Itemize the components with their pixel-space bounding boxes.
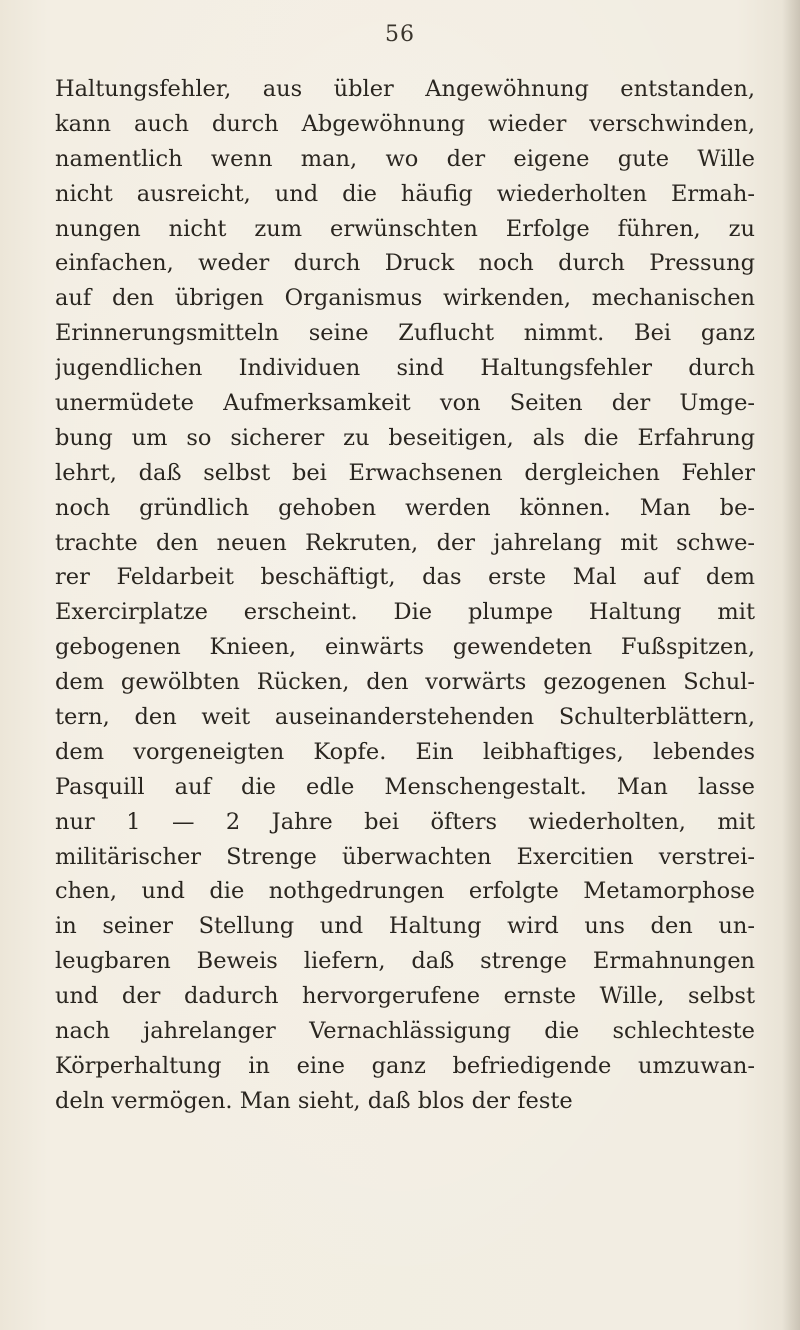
text-line: lehrt, daß selbst bei Erwachsenen dergleichen Fehler	[55, 459, 755, 486]
text-line: unermüdete Aufmerksamkeit von Seiten der Umge-	[55, 390, 755, 417]
text-line: und der dadurch hervorgerufene ernste Wille, selbst	[55, 983, 755, 1010]
page-number: 56	[385, 22, 415, 47]
text-line: namentlich wenn man, wo der eigene gute Wille	[55, 145, 755, 172]
text-line: nungen nicht zum erwünschten Erfolge führen, zu	[55, 215, 755, 242]
text-line: chen, und die nothgedrungen erfolgte Metamorphose	[55, 878, 755, 905]
text-line: einfachen, weder durch Druck noch durch Pressung	[55, 250, 755, 277]
text-line: leugbaren Beweis liefern, daß strenge Ermahnungen	[55, 948, 755, 975]
text-line: auf den übrigen Organismus wirkenden, mechanischen	[55, 285, 755, 312]
text-line: militärischer Strenge überwachten Exercitien verstrei-	[55, 843, 755, 870]
text-line: Körperhaltung in eine ganz befriedigende umzuwan-	[55, 1052, 755, 1079]
text-line: dem vorgeneigten Kopfe. Ein leibhaftiges, lebendes	[55, 738, 755, 765]
text-line: nicht ausreicht, und die häufig wiederholten Ermah-	[55, 180, 755, 207]
text-line: Exercirplatze erscheint. Die plumpe Haltung mit	[55, 599, 755, 626]
text-line: rer Feldarbeit beschäftigt, das erste Mal auf dem	[55, 564, 755, 591]
text-line: nach jahrelanger Vernachlässigung die schlechteste	[55, 1018, 755, 1045]
text-line: Pasquill auf die edle Menschengestalt. Man lasse	[55, 773, 755, 800]
text-line: tern, den weit auseinanderstehenden Schulterblättern,	[55, 704, 755, 731]
page-edge-shadow	[782, 0, 800, 1330]
text-line: nur 1 — 2 Jahre bei öfters wiederholten, mit	[55, 808, 755, 835]
text-line: in seiner Stellung und Haltung wird uns den un-	[55, 913, 755, 940]
text-line: Erinnerungsmitteln seine Zuflucht nimmt. Bei ganz	[55, 320, 755, 347]
text-line: Haltungsfehler, aus übler Angewöhnung entstanden,	[55, 76, 755, 102]
text-line: gebogenen Knieen, einwärts gewendeten Fußspitzen,	[55, 634, 755, 661]
text-line: jugendlichen Individuen sind Haltungsfehler durch	[55, 355, 755, 382]
text-line: trachte den neuen Rekruten, der jahrelang mit schwe-	[55, 529, 755, 556]
text-line: deln vermögen. Man sieht, daß blos der feste	[55, 1087, 573, 1114]
text-line: bung um so sicherer zu beseitigen, als die Erfahrung	[55, 424, 755, 451]
text-line: noch gründlich gehoben werden können. Man be-	[55, 494, 755, 521]
text-line: kann auch durch Abgewöhnung wieder verschwinden,	[55, 110, 755, 137]
text-line: dem gewölbten Rücken, den vorwärts gezogenen Schul-	[55, 669, 755, 696]
body-text	[55, 72, 755, 1119]
